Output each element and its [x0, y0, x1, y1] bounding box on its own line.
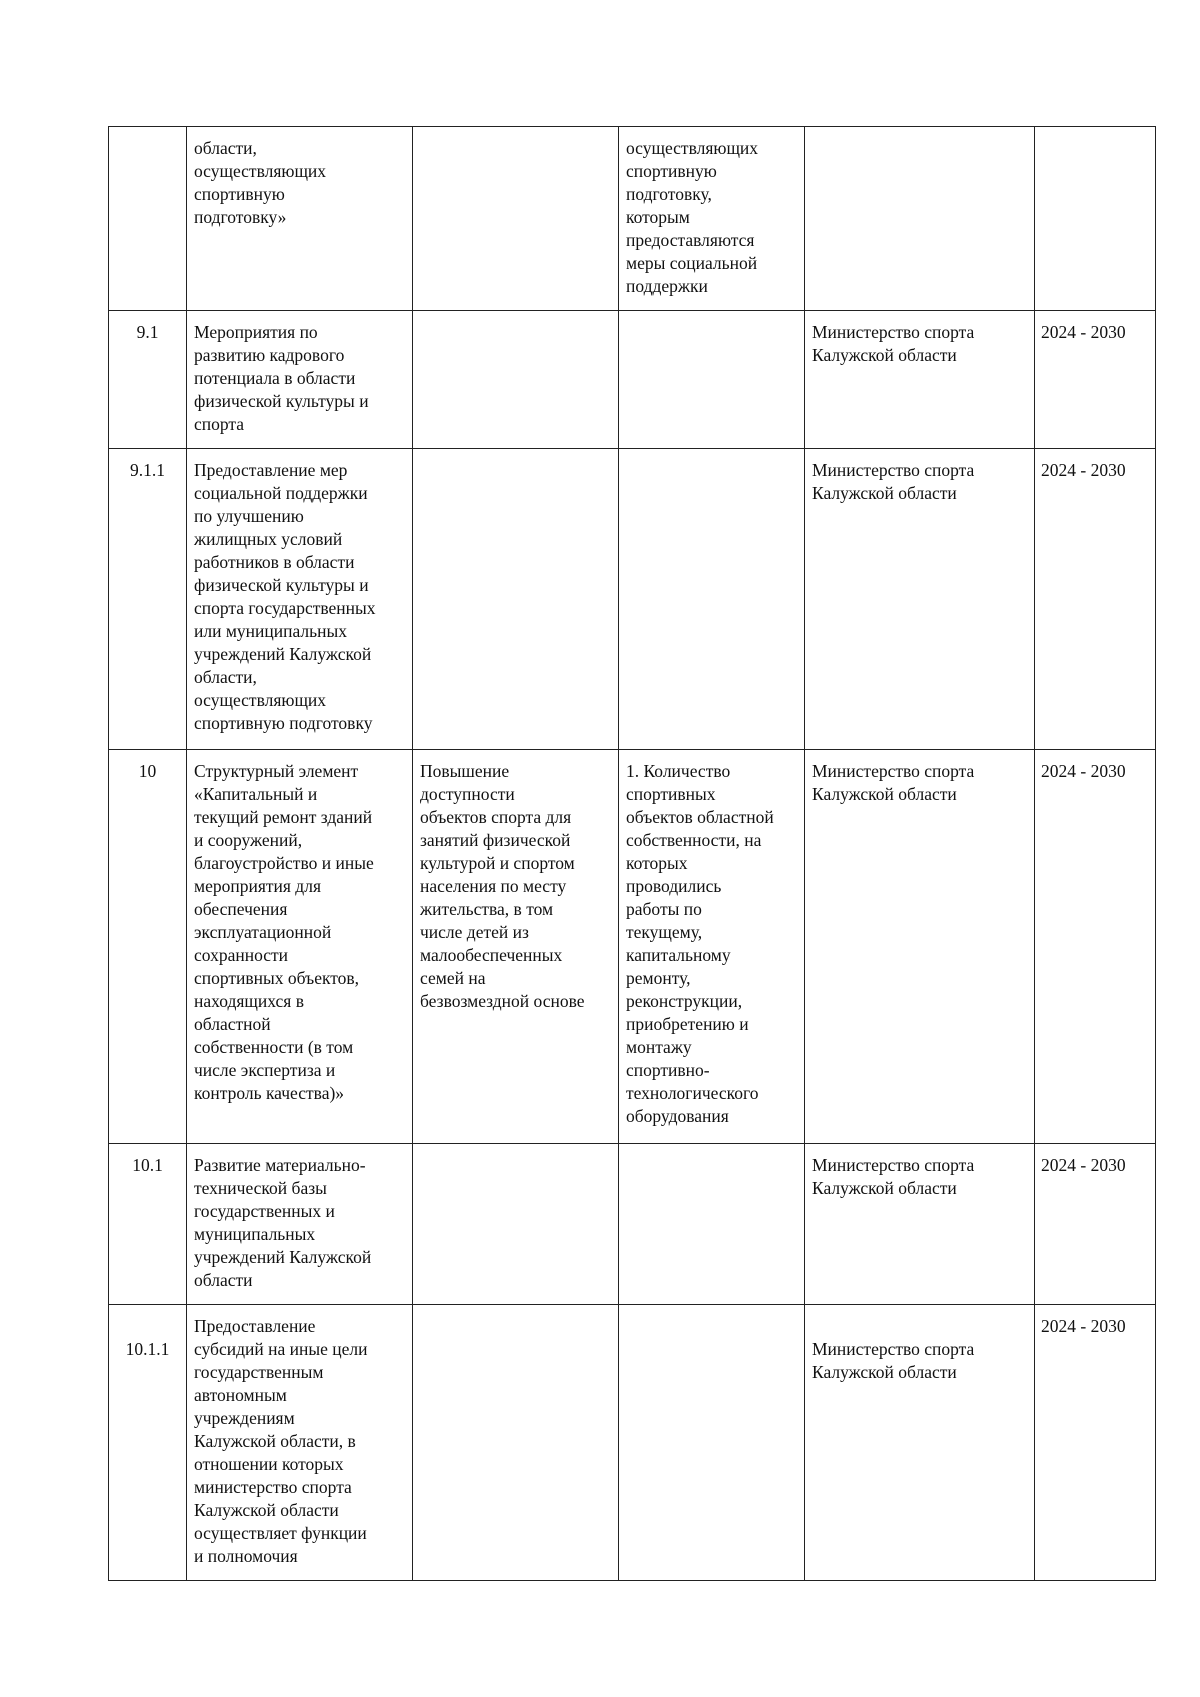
measure-name: Предоставление мер социальной поддержки по улучшению жилищных условий работников в области физической культуры и спорта государственных или муниципальных учреждений Калужской области, осуществляющих спортивную подготовку — [187, 449, 413, 750]
row-number — [109, 127, 187, 311]
measure-task — [413, 127, 619, 311]
row-number: 10 — [109, 750, 187, 1144]
measure-indicator: осуществляющих спортивную подготовку, которым предоставляются меры социальной поддержки — [619, 127, 805, 311]
measure-indicator — [619, 1305, 805, 1581]
measure-period: 2024 - 2030 — [1035, 311, 1156, 449]
measure-name: области, осуществляющих спортивную подготовку» — [187, 127, 413, 311]
measure-task: Повышение доступности объектов спорта для занятий физической культурой и спортом населения по месту жительства, в том числе детей из малообеспеченных семей на безвозмездной основе — [413, 750, 619, 1144]
measure-period: 2024 - 2030 — [1035, 449, 1156, 750]
measure-task — [413, 449, 619, 750]
measure-executor: Министерство спорта Калужской области — [805, 1144, 1035, 1305]
table-row — [109, 750, 1156, 1144]
measure-indicator — [619, 311, 805, 449]
measure-executor: Министерство спорта Калужской области — [805, 311, 1035, 449]
table-row — [109, 449, 1156, 750]
row-number: 9.1 — [109, 311, 187, 449]
measure-executor: Министерство спорта Калужской области — [805, 750, 1035, 1144]
row-number: 9.1.1 — [109, 449, 187, 750]
measure-task — [413, 311, 619, 449]
table-row — [109, 311, 1156, 449]
measure-task — [413, 1305, 619, 1581]
measure-task — [413, 1144, 619, 1305]
measure-name: Предоставление субсидий на иные цели государственным автономным учреждениям Калужской области, в отношении которых министерство спорта Калужской области осуществляет функции и полномочия — [187, 1305, 413, 1581]
measure-executor: Министерство спорта Калужской области — [805, 449, 1035, 750]
measures-table — [108, 126, 1156, 1581]
measure-name: Мероприятия по развитию кадрового потенциала в области физической культуры и спорта — [187, 311, 413, 449]
measure-period: 2024 - 2030 — [1035, 1144, 1156, 1305]
table-row — [109, 127, 1156, 311]
measure-indicator — [619, 1144, 805, 1305]
measure-period: 2024 - 2030 — [1035, 750, 1156, 1144]
measure-name: Развитие материально- технической базы государственных и муниципальных учреждений Калужской области — [187, 1144, 413, 1305]
measure-period — [1035, 127, 1156, 311]
measure-name: Структурный элемент «Капитальный и текущий ремонт зданий и сооружений, благоустройство и иные мероприятия для обеспечения эксплуатационной сохранности спортивных объектов, находящихся в областной собственности (в том числе экспертиза и контроль качества)» — [187, 750, 413, 1144]
row-number: 10.1 — [109, 1144, 187, 1305]
measure-period: 2024 - 2030 — [1035, 1305, 1156, 1581]
table-row — [109, 1144, 1156, 1305]
table-row — [109, 1305, 1156, 1581]
measure-indicator: 1. Количество спортивных объектов областной собственности, на которых проводились работы по текущему, капитальному ремонту, реконструкции, приобретению и монтажу спортивно- технологического оборудования — [619, 750, 805, 1144]
measure-indicator — [619, 449, 805, 750]
measure-executor: Министерство спорта Калужской области — [805, 1305, 1035, 1581]
row-number: 10.1.1 — [109, 1305, 187, 1581]
measure-executor — [805, 127, 1035, 311]
